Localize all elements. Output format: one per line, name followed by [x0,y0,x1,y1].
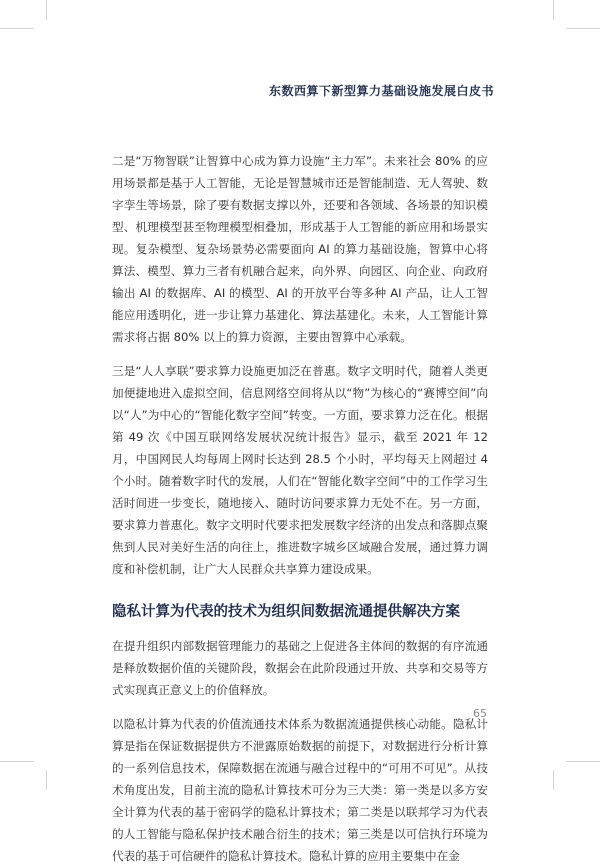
body-paragraph: 在提升组织内部数据管理能力的基础之上促进各主体间的数据的有序流通是释放数据价值的关键阶段，数据会在此阶段通过开放、共享和交易等方式实现真正意义上的价值释放。 [112,639,488,697]
crop-mark-top-left-v [46,0,47,20]
page-content [112,150,488,867]
crop-mark-bottom-right-h [566,761,600,762]
running-header-title: 东数西算下新型算力基础设施发展白皮书 [268,84,494,98]
crop-mark-bottom-left-v [46,770,47,790]
section-heading: 隐私计算为代表的技术为组织间数据流通提供解决方案 [112,604,460,620]
crop-mark-top-right-v [553,0,554,20]
crop-mark-bottom-right-v [553,770,554,790]
body-paragraph: 三是“人人享联”要求算力设施更加泛在普惠。数字文明时代，随着人类更加便捷地进入虚拟空间，信息网络空间将从以“物”为核心的“赛博空间”向以“人”为中心的“智能化数字空间”转变。一方面，要求算力泛在化。根据第 49 次《中国互联网络发展状况统计报告》显示，截至 2021 年 12 月，中国网民人均每周上网时长达到 28.5 个小时，平均每天上网超过 4 个小时。随着数字时代的发展，人们在“智能化数字空间”中的工作学习生活时间进一步变长，随地接入、随时访问要求算力无处不在。另一方面，要求算力普惠化。数字文明时代要求把发展数字经济的出发点和落脚点聚焦到人民对美好生活的向往上，推进数字城乡区域融合发展，通过算力调度和补偿机制，让广大人民群众共享算力建设成果。 [112,364,488,576]
crop-mark-top-left-h [0,28,34,29]
page-number: 65 [473,707,487,720]
body-paragraph: 以隐私计算为代表的价值流通技术体系为数据流通提供核心动能。隐私计算是指在保证数据提供方不泄露原始数据的前提下，对数据进行分析计算的一系列信息技术，保障数据在流通与融合过程中的“可用不可见”。从技术角度出发，目前主流的隐私计算技术可分为三大类：第一类是以多方安全计算为代表的基于密码学的隐私计算技术；第二类是以联邦学习为代表的人工智能与隐私保护技术融合衍生的技术；第三类是以可信执行环境为代表的基于可信硬件的隐私计算技术。隐私计算的应用主要集中在金 [112,717,488,863]
crop-mark-bottom-left-h [0,761,34,762]
crop-mark-top-right-h [566,28,600,29]
body-paragraph: 二是“万物智联”让智算中心成为算力设施“主力军”。未来社会 80% 的应用场景都是基于人工智能，无论是智慧城市还是智能制造、无人驾驶、数字孪生等场景，除了要有数据支撑以外，还要和各领域、各场景的知识模型、机理模型甚至物理模型相叠加，形成基于人工智能的新应用和场景实现。复杂模型、复杂场景势必需要面向 AI 的算力基础设施，智算中心将算法、模型、算力三者有机融合起来，向外界、向园区、向企业、向政府输出 AI 的数据库、AI 的模型、AI 的开放平台等多种 AI 产品，让人工智能应用透明化，进一步让算力基建化、算法基建化。未来，人工智能计算需求将占据 80% 以上的算力资源，主要由智算中心承载。 [112,154,488,344]
